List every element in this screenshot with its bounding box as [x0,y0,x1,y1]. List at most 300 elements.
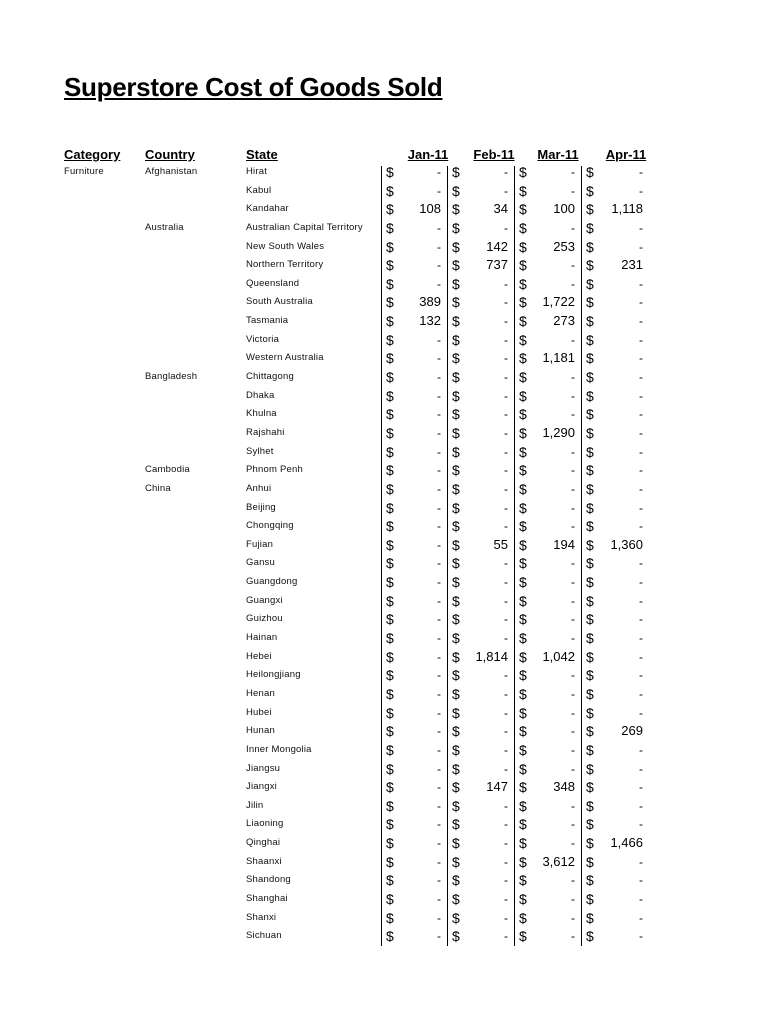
currency-symbol: $ [586,760,594,777]
value-cell: - [571,388,575,403]
currency-symbol: $ [452,499,460,516]
currency-symbol: $ [452,313,460,330]
currency-symbol: $ [452,723,460,740]
value-cell: - [437,500,441,515]
currency-symbol: $ [586,611,594,628]
currency-symbol: $ [586,630,594,647]
currency-symbol: $ [386,443,394,460]
table-row [0,219,768,238]
value-cell: 1,181 [542,350,575,366]
currency-symbol: $ [519,797,527,814]
value-cell: - [639,220,643,235]
value-cell: - [639,780,643,795]
currency-symbol: $ [386,890,394,907]
currency-symbol: $ [386,611,394,628]
value-cell: - [639,929,643,944]
value-cell: - [639,742,643,757]
value-cell: - [437,556,441,571]
value-cell: 1,290 [542,424,575,440]
currency-symbol: $ [519,760,527,777]
currency-symbol: $ [452,835,460,852]
currency-symbol: $ [586,909,594,926]
currency-symbol: $ [452,704,460,721]
currency-symbol: $ [386,499,394,516]
currency-symbol: $ [452,462,460,479]
value-cell: - [571,891,575,906]
value-cell: 389 [419,294,441,310]
value-cell: - [504,332,508,347]
currency-symbol: $ [386,462,394,479]
value-cell: - [639,519,643,534]
table-row [0,797,768,816]
value-cell: - [437,276,441,291]
currency-symbol: $ [586,369,594,386]
value-cell: - [504,761,508,776]
state-cell: Chittagong [246,371,294,383]
state-cell: Queensland [246,277,300,289]
currency-symbol: $ [386,685,394,702]
currency-symbol: $ [519,201,527,218]
table-row [0,331,768,350]
value-cell: - [504,724,508,739]
currency-symbol: $ [586,536,594,553]
currency-symbol: $ [519,480,527,497]
currency-symbol: $ [386,630,394,647]
state-cell: Gansu [246,557,275,569]
value-cell: - [639,817,643,832]
value-cell: - [571,444,575,459]
currency-symbol: $ [452,182,460,199]
value-cell: 1,118 [611,201,643,217]
currency-symbol: $ [586,219,594,236]
currency-symbol: $ [519,406,527,423]
state-cell: Shandong [246,874,291,886]
value-cell: - [639,332,643,347]
value-cell: - [437,686,441,701]
value-cell: - [437,537,441,552]
currency-symbol: $ [386,667,394,684]
state-cell: Jilin [246,799,264,811]
currency-symbol: $ [452,350,460,367]
state-cell: Australian Capital Territory [246,221,363,233]
state-cell: Victoria [246,333,280,345]
state-cell: Hunan [246,725,275,737]
value-cell: - [437,854,441,869]
currency-symbol: $ [452,853,460,870]
value-cell: - [571,929,575,944]
state-cell: Dhaka [246,389,275,401]
currency-symbol: $ [586,480,594,497]
table-row [0,517,768,536]
state-cell: Sichuan [246,930,282,942]
currency-symbol: $ [519,238,527,255]
value-cell: - [437,183,441,198]
state-cell: Tasmania [246,315,289,327]
currency-symbol: $ [519,536,527,553]
state-cell: Heilongjiang [246,669,301,681]
value-cell: - [639,649,643,664]
value-cell: - [437,780,441,795]
table-row [0,256,768,275]
value-cell: - [571,593,575,608]
value-cell: - [571,742,575,757]
currency-symbol: $ [586,182,594,199]
currency-symbol: $ [452,369,460,386]
value-cell: - [504,891,508,906]
value-cell: 147 [486,779,508,795]
value-cell: 1,360 [610,536,643,552]
currency-symbol: $ [519,835,527,852]
currency-symbol: $ [586,797,594,814]
value-cell: 55 [493,536,508,552]
value-cell: - [437,873,441,888]
currency-symbol: $ [519,648,527,665]
currency-symbol: $ [452,928,460,945]
currency-symbol: $ [452,257,460,274]
value-cell: - [504,519,508,534]
value-cell: - [504,165,508,179]
state-cell: Hebei [246,650,272,662]
state-cell: Qinghai [246,837,281,849]
currency-symbol: $ [386,201,394,218]
value-cell: - [437,332,441,347]
state-cell: Kabul [246,184,272,196]
value-cell: - [437,239,441,254]
value-cell: - [639,556,643,571]
table-row [0,834,768,853]
currency-symbol: $ [519,574,527,591]
currency-symbol: $ [452,741,460,758]
table-row [0,480,768,499]
value-cell: 269 [621,723,643,739]
currency-symbol: $ [586,816,594,833]
value-cell: - [571,686,575,701]
table-row [0,443,768,462]
country-cell: Australia [145,221,184,233]
currency-symbol: $ [386,294,394,311]
value-cell: 231 [621,257,643,273]
header-category: Category [64,147,121,162]
value-cell: - [437,910,441,925]
value-cell: - [639,388,643,403]
value-cell: - [504,910,508,925]
currency-symbol: $ [519,779,527,796]
currency-symbol: $ [586,424,594,441]
header-state: State [246,147,278,162]
currency-symbol: $ [452,685,460,702]
currency-symbol: $ [452,779,460,796]
currency-symbol: $ [386,592,394,609]
table-row [0,349,768,368]
state-cell: New South Wales [246,240,325,252]
state-cell: Jiangsu [246,762,281,774]
currency-symbol: $ [519,331,527,348]
currency-symbol: $ [386,313,394,330]
value-cell: - [639,239,643,254]
currency-symbol: $ [586,201,594,218]
table-row [0,871,768,890]
currency-symbol: $ [452,387,460,404]
value-cell: - [504,481,508,496]
currency-symbol: $ [386,536,394,553]
value-cell: - [571,575,575,590]
table-row [0,815,768,834]
currency-symbol: $ [386,779,394,796]
state-cell: Anhui [246,482,272,494]
currency-symbol: $ [452,219,460,236]
currency-symbol: $ [586,890,594,907]
value-cell: - [504,500,508,515]
value-cell: - [504,798,508,813]
currency-symbol: $ [519,499,527,516]
value-cell: - [437,370,441,385]
value-cell: - [437,425,441,440]
value-cell: - [437,258,441,273]
header-month-feb: Feb-11 [473,147,515,162]
currency-symbol: $ [519,723,527,740]
state-cell: Shanxi [246,911,277,923]
currency-symbol: $ [386,406,394,423]
currency-symbol: $ [386,704,394,721]
currency-symbol: $ [386,816,394,833]
currency-symbol: $ [519,387,527,404]
currency-symbol: $ [452,480,460,497]
value-cell: - [571,519,575,534]
value-cell: - [571,481,575,496]
value-cell: - [571,556,575,571]
currency-symbol: $ [519,518,527,535]
value-cell: 737 [486,257,508,273]
state-cell: Guizhou [246,613,283,625]
table-row [0,163,768,182]
currency-symbol: $ [519,704,527,721]
state-cell: Liaoning [246,818,284,830]
value-cell: - [571,258,575,273]
currency-symbol: $ [586,331,594,348]
value-cell: - [639,295,643,310]
value-cell: - [639,873,643,888]
value-cell: - [437,593,441,608]
value-cell: - [437,836,441,851]
value-cell: - [639,593,643,608]
value-cell: - [571,370,575,385]
currency-symbol: $ [519,872,527,889]
value-cell: - [571,500,575,515]
header-country: Country [145,147,195,162]
state-cell: Phnom Penh [246,464,303,476]
value-cell: - [639,444,643,459]
value-cell: - [504,444,508,459]
table-row [0,685,768,704]
header-month-mar: Mar-11 [537,147,579,162]
value-cell: - [639,276,643,291]
state-cell: Henan [246,687,275,699]
currency-symbol: $ [519,462,527,479]
state-cell: Guangxi [246,594,283,606]
currency-symbol: $ [386,350,394,367]
state-cell: Fujian [246,538,274,550]
currency-symbol: $ [519,257,527,274]
value-cell: - [504,575,508,590]
value-cell: - [504,370,508,385]
value-cell: - [639,407,643,422]
value-cell: - [437,165,441,179]
value-cell: - [437,481,441,496]
currency-symbol: $ [586,387,594,404]
state-cell: Western Australia [246,352,324,364]
value-cell: - [639,631,643,646]
currency-symbol: $ [586,872,594,889]
state-cell: Shanghai [246,892,288,904]
currency-symbol: $ [386,424,394,441]
currency-symbol: $ [386,872,394,889]
value-cell: 1,042 [542,648,575,664]
currency-symbol: $ [386,331,394,348]
value-cell: - [437,742,441,757]
table-row [0,368,768,387]
currency-symbol: $ [586,462,594,479]
value-cell: - [504,407,508,422]
value-cell: - [639,183,643,198]
value-cell: - [437,407,441,422]
table-row [0,666,768,685]
table-row [0,182,768,201]
value-cell: - [504,463,508,478]
currency-symbol: $ [586,406,594,423]
table-row [0,275,768,294]
currency-symbol: $ [586,257,594,274]
value-cell: - [504,388,508,403]
value-cell: 1,722 [542,294,575,310]
table-row [0,312,768,331]
currency-symbol: $ [586,648,594,665]
currency-symbol: $ [519,313,527,330]
currency-symbol: $ [386,257,394,274]
value-cell: - [504,817,508,832]
value-cell: - [504,686,508,701]
state-cell: Rajshahi [246,426,285,438]
currency-symbol: $ [586,667,594,684]
currency-symbol: $ [452,872,460,889]
value-cell: - [639,314,643,329]
currency-symbol: $ [519,853,527,870]
currency-symbol: $ [452,667,460,684]
currency-symbol: $ [452,406,460,423]
state-cell: Hubei [246,706,272,718]
currency-symbol: $ [386,518,394,535]
currency-symbol: $ [519,424,527,441]
table-row [0,853,768,872]
value-cell: - [504,705,508,720]
value-cell: - [639,798,643,813]
value-cell: - [504,873,508,888]
table-row [0,722,768,741]
value-cell: - [639,668,643,683]
currency-symbol: $ [586,685,594,702]
currency-symbol: $ [519,685,527,702]
value-cell: - [504,295,508,310]
table-row [0,741,768,760]
currency-symbol: $ [519,630,527,647]
currency-symbol: $ [386,574,394,591]
currency-symbol: $ [586,835,594,852]
value-cell: - [571,612,575,627]
currency-symbol: $ [519,443,527,460]
currency-symbol: $ [452,518,460,535]
value-cell: - [571,407,575,422]
value-cell: - [571,836,575,851]
value-cell: - [639,481,643,496]
table-row [0,405,768,424]
data-table [0,163,768,946]
header-month-apr: Apr-11 [605,147,647,162]
value-cell: - [639,854,643,869]
currency-symbol: $ [452,648,460,665]
value-cell: - [437,463,441,478]
value-cell: 34 [493,201,508,217]
value-cell: - [504,351,508,366]
value-cell: - [571,817,575,832]
value-cell: - [504,425,508,440]
value-cell: 3,612 [542,853,575,869]
table-row [0,760,768,779]
state-cell: South Australia [246,296,313,308]
value-cell: - [571,463,575,478]
currency-symbol: $ [386,369,394,386]
table-row [0,461,768,480]
state-cell: Guangdong [246,576,298,588]
currency-symbol: $ [586,443,594,460]
currency-symbol: $ [452,238,460,255]
currency-symbol: $ [586,275,594,292]
currency-symbol: $ [519,350,527,367]
value-cell: 1,814 [475,648,508,664]
currency-symbol: $ [586,238,594,255]
value-cell: - [639,500,643,515]
value-cell: - [437,705,441,720]
value-cell: - [437,649,441,664]
currency-symbol: $ [586,518,594,535]
currency-symbol: $ [452,760,460,777]
currency-symbol: $ [452,275,460,292]
currency-symbol: $ [386,164,394,180]
value-cell: - [639,705,643,720]
currency-symbol: $ [586,555,594,572]
value-cell: - [639,463,643,478]
value-cell: - [437,519,441,534]
state-cell: Chongqing [246,520,294,532]
value-cell: 273 [553,313,575,329]
currency-symbol: $ [386,741,394,758]
currency-symbol: $ [386,723,394,740]
currency-symbol: $ [519,741,527,758]
table-row [0,648,768,667]
currency-symbol: $ [519,182,527,199]
value-cell: - [504,220,508,235]
currency-symbol: $ [519,592,527,609]
table-row [0,927,768,946]
currency-symbol: $ [519,890,527,907]
value-cell: - [437,761,441,776]
state-cell: Inner Mongolia [246,743,312,755]
value-cell: - [571,183,575,198]
value-cell: 142 [486,238,508,254]
country-cell: Afghanistan [145,166,198,177]
value-cell: - [504,556,508,571]
value-cell: - [504,668,508,683]
currency-symbol: $ [386,760,394,777]
currency-symbol: $ [452,164,460,180]
